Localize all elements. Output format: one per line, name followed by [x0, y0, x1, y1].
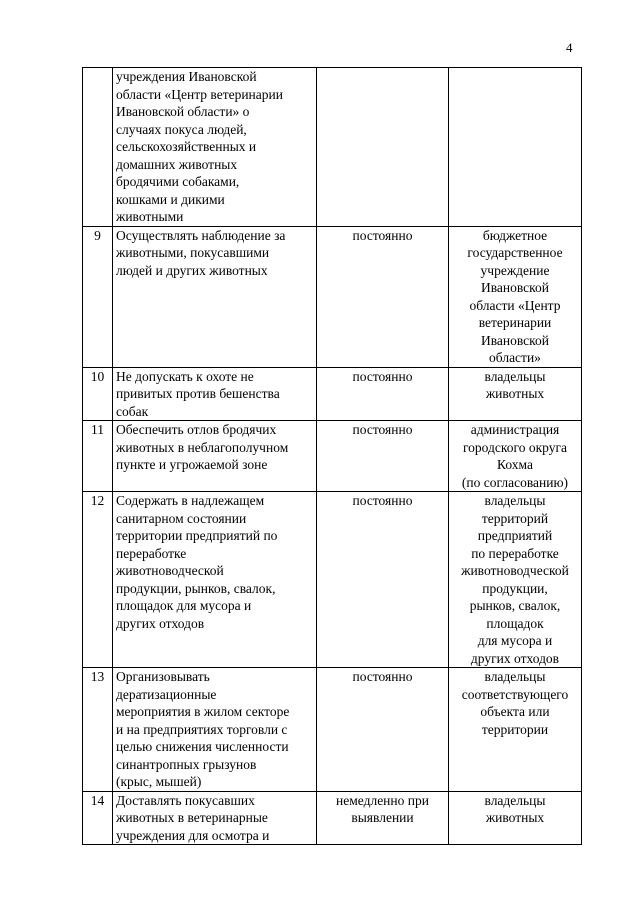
responsible-cell: владельцы животных — [449, 367, 582, 421]
row-number: 9 — [83, 226, 113, 367]
row-number: 12 — [83, 492, 113, 668]
measures-table — [82, 67, 582, 845]
responsible-cell: владельцы территорий предприятий по переработке животноводческой продукции, рынков, свалок, площадок для мусора и других отходов — [449, 492, 582, 668]
action-cell: Содержать в надлежащем санитарном состоянии территории предприятий по переработке животноводческой продукции, рынков, свалок, площадок для мусора и других отходов — [113, 492, 317, 668]
row-number: 10 — [83, 367, 113, 421]
table-row — [83, 668, 582, 792]
table-row — [83, 367, 582, 421]
table-row — [83, 421, 582, 492]
responsible-cell: администрация городского округа Кохма (по согласованию) — [449, 421, 582, 492]
responsible-cell: владельцы соответствующего объекта или территории — [449, 668, 582, 792]
term-cell: постоянно — [317, 226, 449, 367]
table-row — [83, 791, 582, 845]
row-number: 11 — [83, 421, 113, 492]
term-cell: постоянно — [317, 367, 449, 421]
action-cell: Осуществлять наблюдение за животными, покусавшими людей и других животных — [113, 226, 317, 367]
action-cell: Организовывать дератизационные мероприятия в жилом секторе и на предприятиях торговли с целью снижения численности синантропных грызунов (крыс, мышей) — [113, 668, 317, 792]
term-cell: постоянно — [317, 668, 449, 792]
table-row — [83, 492, 582, 668]
term-cell: постоянно — [317, 492, 449, 668]
page-number: 4 — [566, 40, 573, 55]
table-row — [83, 226, 582, 367]
row-number: 13 — [83, 668, 113, 792]
action-cell: Обеспечить отлов бродячих животных в неблагополучном пункте и угрожаемой зоне — [113, 421, 317, 492]
term-cell: немедленно при выявлении — [317, 791, 449, 845]
responsible-cell — [449, 68, 582, 227]
table-row — [83, 68, 582, 227]
term-cell — [317, 68, 449, 227]
responsible-cell: бюджетное государственное учреждение Ивановской области «Центр ветеринарии Ивановской области» — [449, 226, 582, 367]
responsible-cell: владельцы животных — [449, 791, 582, 845]
action-cell: учреждения Ивановской области «Центр ветеринарии Ивановской области» о случаях покуса людей, сельскохозяйственных и домашних животных бродячими собаками, кошками и дикими животными — [113, 68, 317, 227]
action-cell: Не допускать к охоте не привитых против бешенства собак — [113, 367, 317, 421]
term-cell: постоянно — [317, 421, 449, 492]
row-number: 14 — [83, 791, 113, 845]
action-cell: Доставлять покусавших животных в ветеринарные учреждения для осмотра и — [113, 791, 317, 845]
row-number — [83, 68, 113, 227]
